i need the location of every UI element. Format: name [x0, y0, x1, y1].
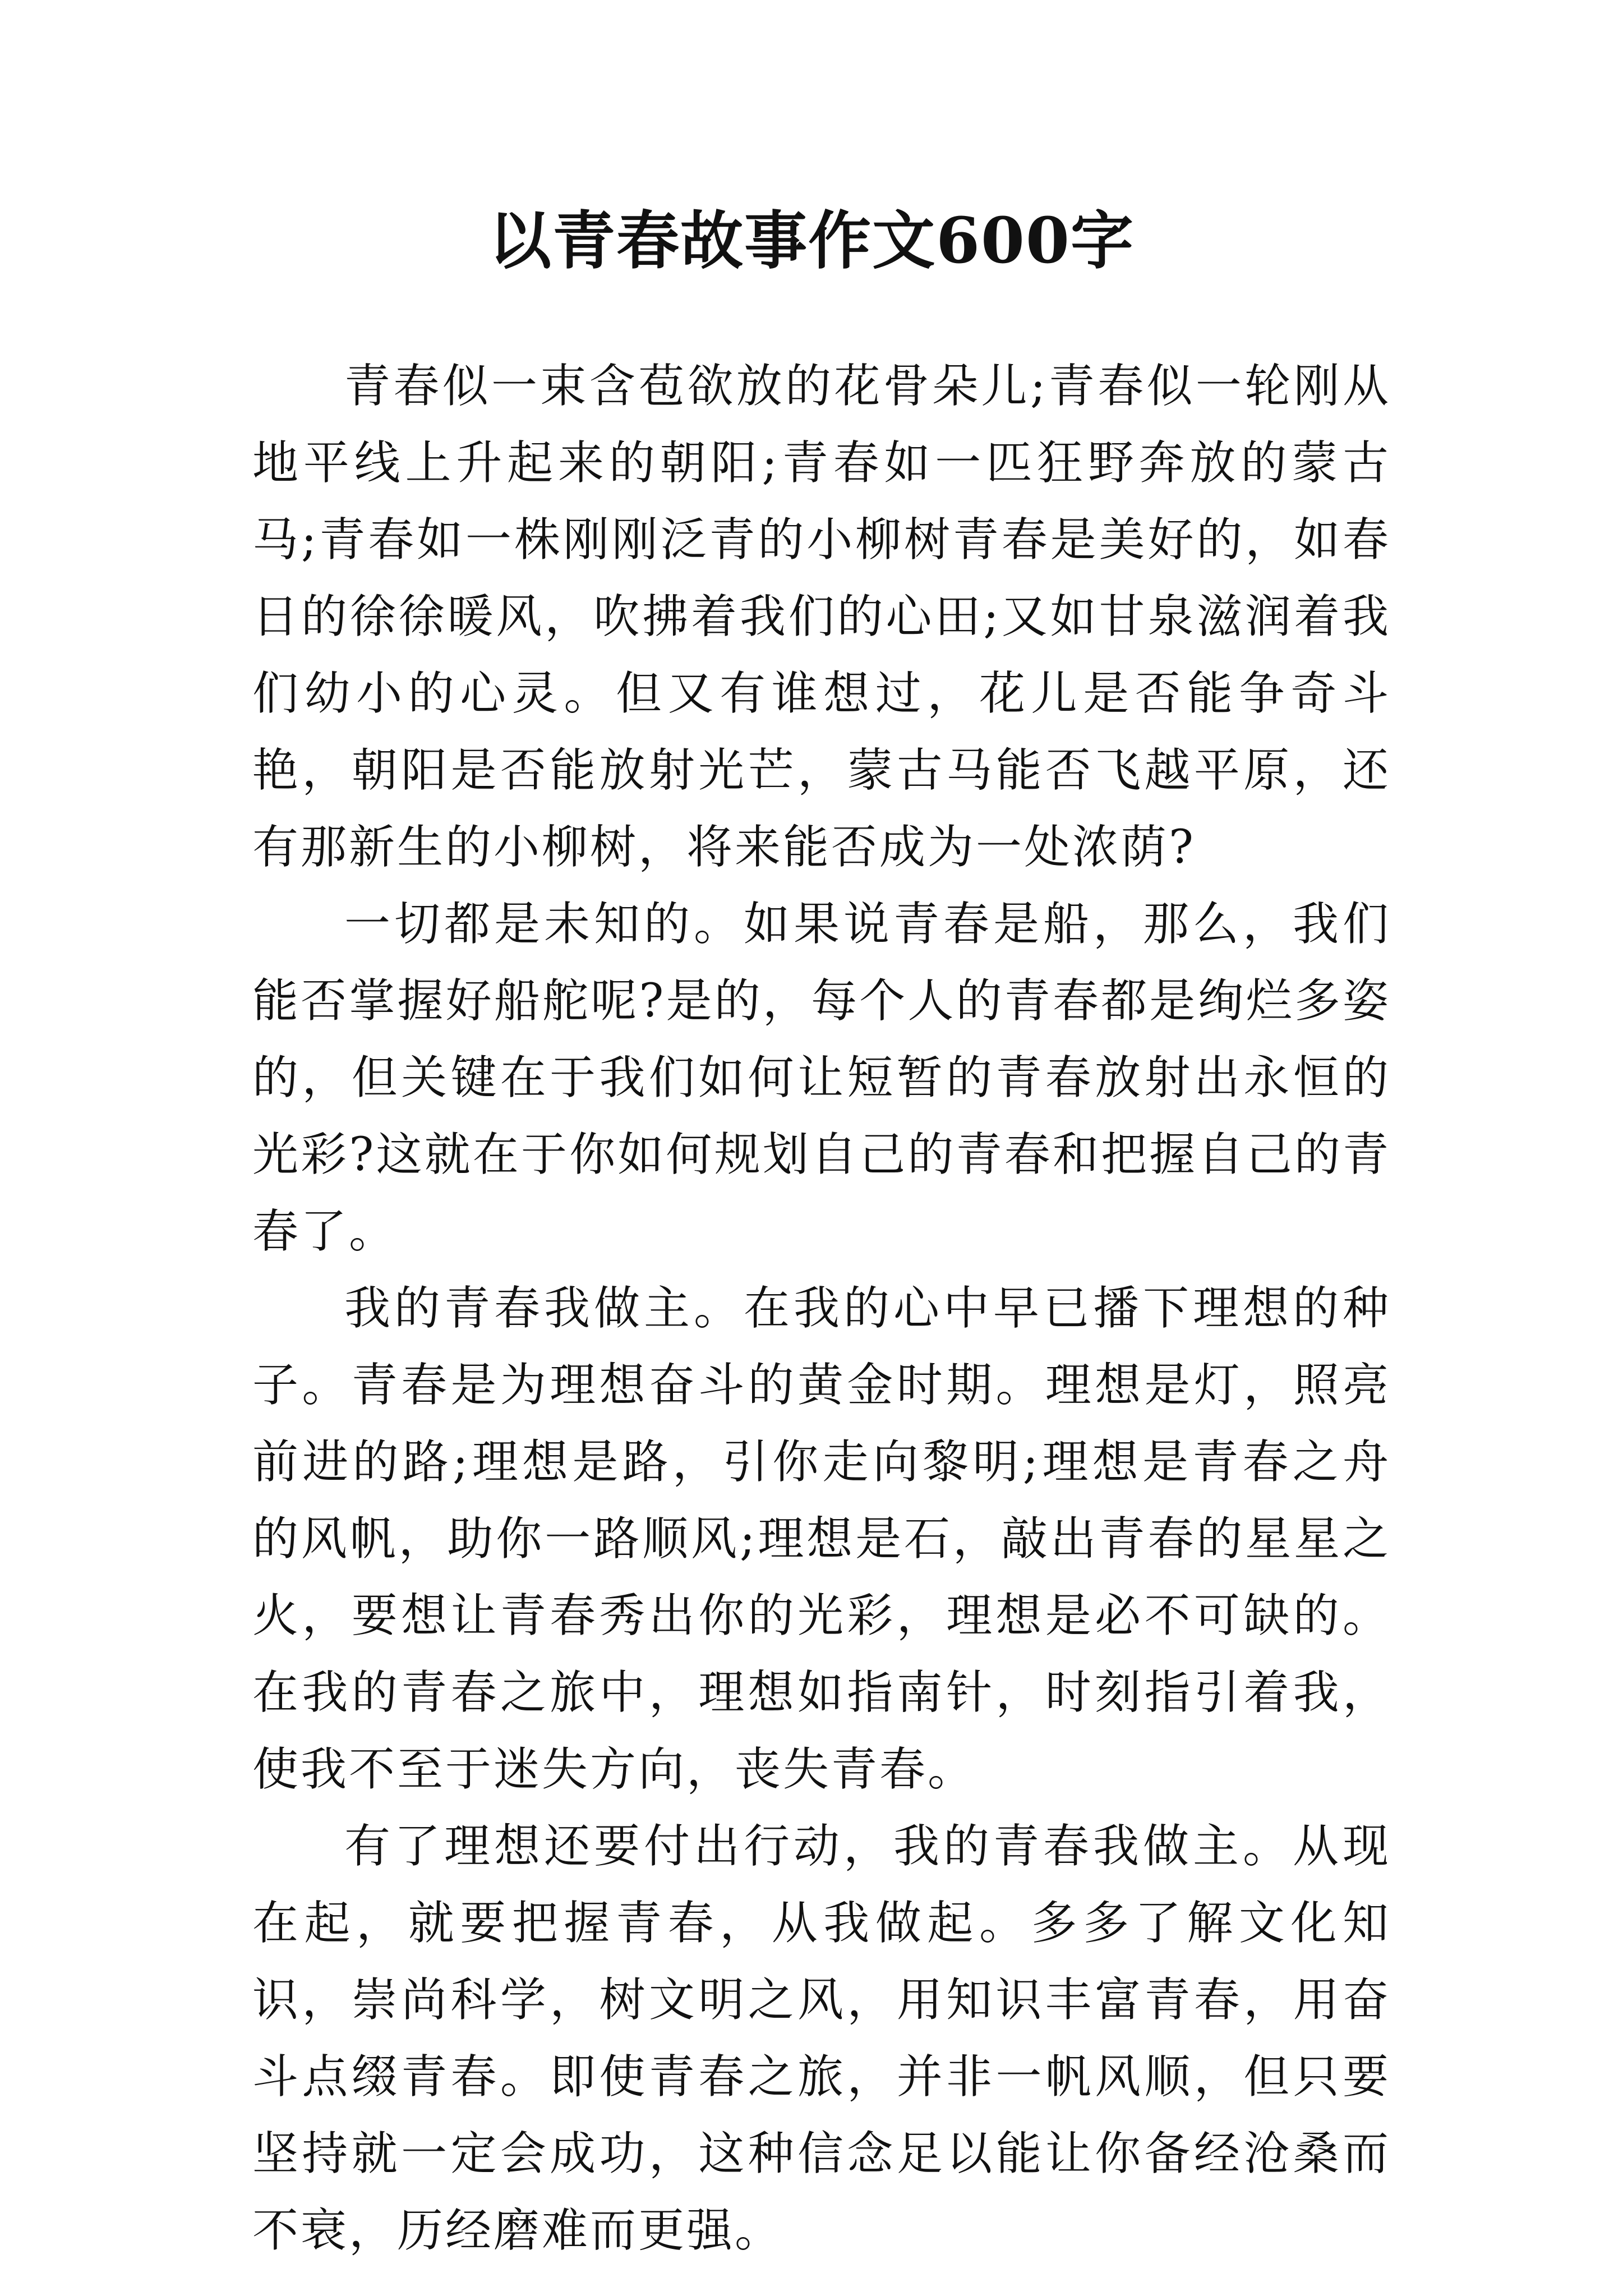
paragraph-2: 一切都是未知的。如果说青春是船，那么，我们能否掌握好船舵呢?是的，每个人的青春都是绚烂多姿的，但关键在于我们如何让短暂的青春放射出永恒的光彩?这就在于你如何规划自己的青春和把握自己的青春了。 [252, 898, 1391, 1258]
document-title: 以青春故事作文600字 [488, 204, 1135, 278]
document-body [252, 348, 1391, 2269]
paragraph-4: 有了理想还要付出行动，我的青春我做主。从现在起，就要把握青春，从我做起。多多了解文化知识，崇尚科学，树文明之风，用知识丰富青春，用奋斗点缀青春。即使青春之旅，并非一帆风顺，但只要坚持就一定会成功，这种信念足以能让你备经沧桑而不衰，历经磨难而更强。 [252, 1820, 1391, 2257]
paragraph-1: 青春似一束含苞欲放的花骨朵儿;青春似一轮刚从地平线上升起来的朝阳;青春如一匹狂野奔放的蒙古马;青春如一株刚刚泛青的小柳树青春是美好的，如春日的徐徐暖风，吹拂着我们的心田;又如甘泉滋润着我们幼小的心灵。但又有谁想过，花儿是否能争奇斗艳，朝阳是否能放射光芒，蒙古马能否飞越平原，还有那新生的小柳树，将来能否成为一处浓荫? [252, 360, 1391, 874]
paragraph-3: 我的青春我做主。在我的心中早已播下理想的种子。青春是为理想奋斗的黄金时期。理想是灯，照亮前进的路;理想是路，引你走向黎明;理想是青春之舟的风帆，助你一路顺风;理想是石，敲出青春的星星之火，要想让青春秀出你的光彩，理想是必不可缺的。在我的青春之旅中，理想如指南针，时刻指引着我，使我不至于迷失方向，丧失青春。 [252, 1282, 1391, 1796]
